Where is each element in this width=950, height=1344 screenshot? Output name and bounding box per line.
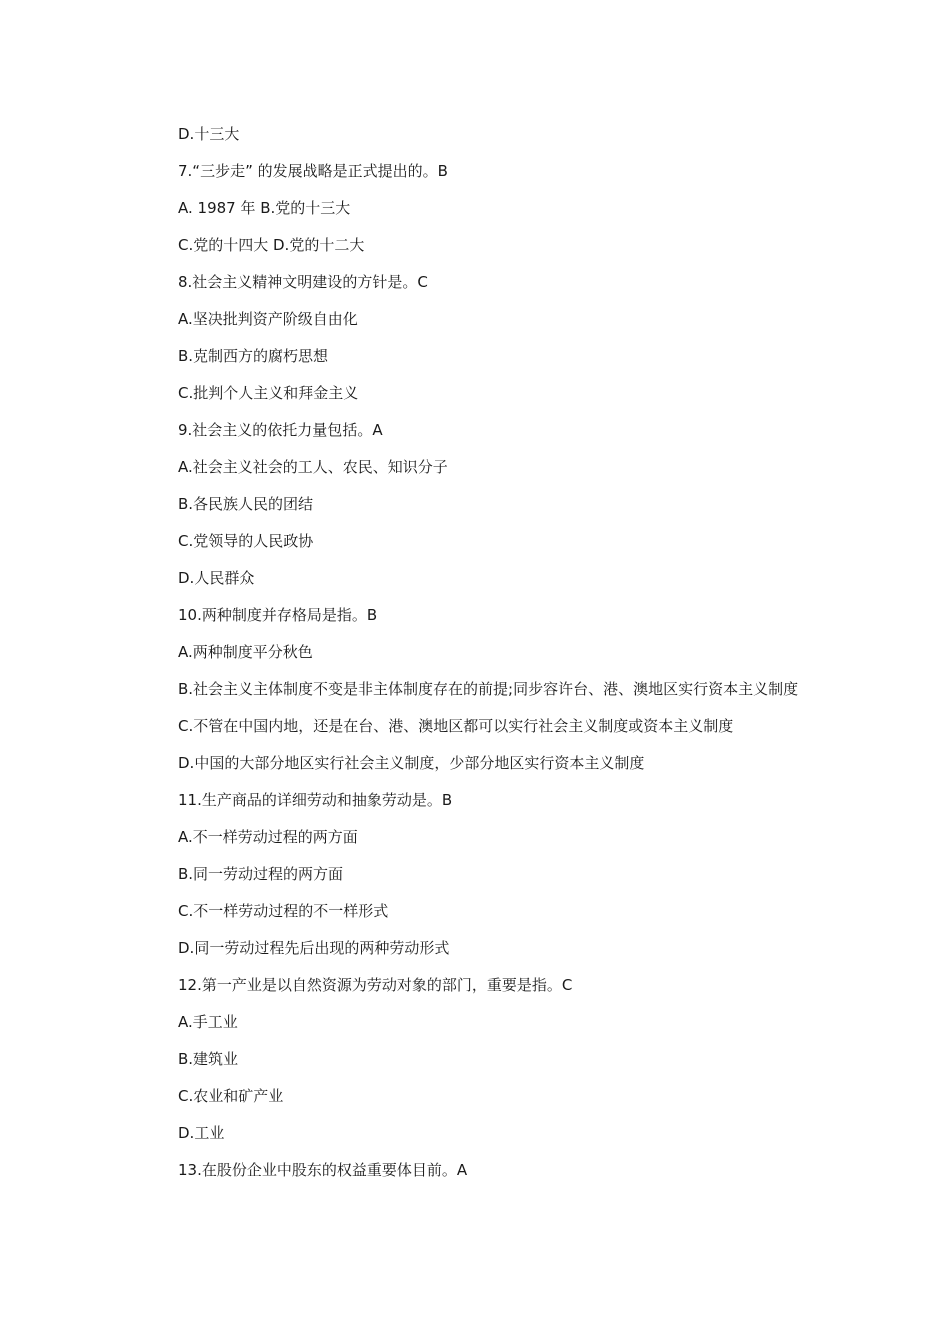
question-line: 7.“三步走” 的发展战略是正式提出的。B <box>178 162 448 180</box>
option-line: B.建筑业 <box>178 1050 239 1068</box>
option-line: B.同一劳动过程的两方面 <box>178 865 344 883</box>
option-line: D.工业 <box>178 1124 225 1142</box>
option-line: C.批判个人主义和拜金主义 <box>178 384 359 402</box>
option-line: C.党的十四大 D.党的十二大 <box>178 236 365 254</box>
option-line: C.不一样劳动过程的不一样形式 <box>178 902 389 920</box>
question-line: 13.在股份企业中股东的权益重要体目前。A <box>178 1161 468 1179</box>
option-line: A.不一样劳动过程的两方面 <box>178 828 358 846</box>
option-line: B.各民族人民的团结 <box>178 495 314 513</box>
option-line: C.农业和矿产业 <box>178 1087 284 1105</box>
question-line: 12.第一产业是以自然资源为劳动对象的部门，重要是指。C <box>178 976 573 994</box>
question-line: 8.社会主义精神文明建设的方针是。C <box>178 273 428 291</box>
option-line: D.同一劳动过程先后出现的两种劳动形式 <box>178 939 450 957</box>
option-line: A. 1987 年 B.党的十三大 <box>178 199 351 217</box>
question-line: 10.两种制度并存格局是指。B <box>178 606 378 624</box>
question-line: 11.生产商品的详细劳动和抽象劳动是。B <box>178 791 453 809</box>
document-body <box>145 122 810 1195</box>
option-line: D.十三大 <box>178 125 240 143</box>
option-line: A.两种制度平分秋色 <box>178 643 313 661</box>
option-line: A.手工业 <box>178 1013 238 1031</box>
option-line: B.克制西方的腐朽思想 <box>178 347 329 365</box>
option-line: A.社会主义社会的工人、农民、知识分子 <box>178 458 448 476</box>
question-line: 9.社会主义的依托力量包括。A <box>178 421 383 439</box>
option-line: D.中国的大部分地区实行社会主义制度，少部分地区实行资本主义制度 <box>178 754 645 772</box>
option-line: A.坚决批判资产阶级自由化 <box>178 310 358 328</box>
option-line: B.社会主义主体制度不变是非主体制度存在的前提;同步容许台、港、澳地区实行资本主义制度 <box>178 680 799 698</box>
option-line: D.人民群众 <box>178 569 255 587</box>
option-line: C.不管在中国内地，还是在台、港、澳地区都可以实行社会主义制度或资本主义制度 <box>178 717 734 735</box>
option-line: C.党领导的人民政协 <box>178 532 314 550</box>
